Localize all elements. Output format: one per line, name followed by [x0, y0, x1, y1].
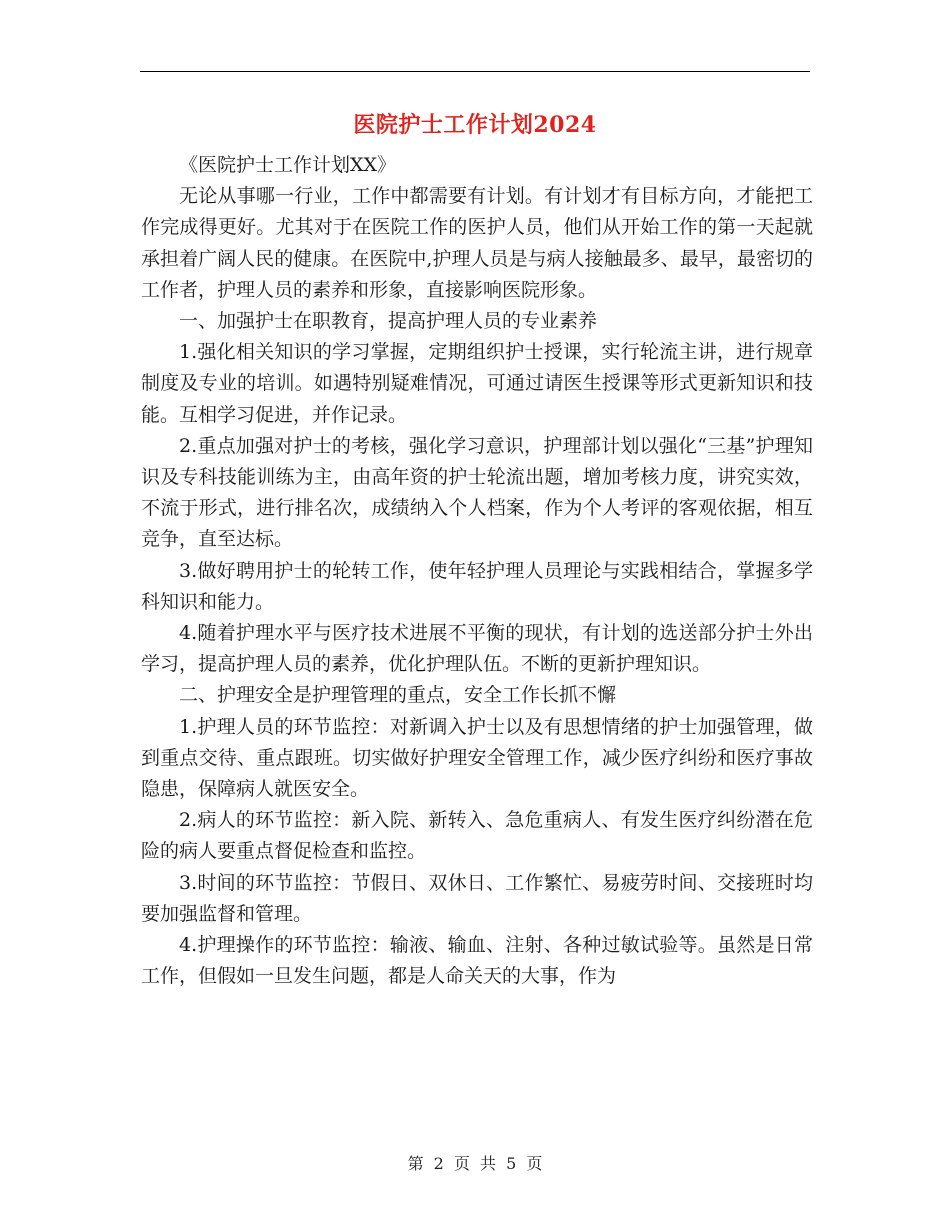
document-title: 医院护士工作计划2024 — [353, 112, 597, 138]
header-rule — [140, 71, 810, 72]
paragraph-intro: 无论从事哪一行业，工作中都需要有计划。有计划才有目标方向，才能把工作完成得更好。尤其对于在医院工作的医护人员，他们从开始工作的第一天起就承担着广阔人民的健康。在医院中,护理人员是与病人接触最多、最早，最密切的工作者，护理人员的素养和形象，直接影响医院形象。 — [141, 185, 813, 301]
document-body — [141, 150, 813, 992]
paragraph-2-1: 1.护理人员的环节监控：对新调入护士以及有思想情绪的护士加强管理，做到重点交待、重点跟班。切实做好护理安全管理工作，减少医疗纠纷和医疗事故隐患，保障病人就医安全。 — [141, 715, 813, 801]
page-number: 第 2 页 共 5 页 — [407, 1154, 543, 1173]
paragraph-1-1: 1.强化相关知识的学习掌握，定期组织护士授课，实行轮流主讲，进行规章制度及专业的培训。如遇特别疑难情况，可通过请医生授课等形式更新知识和技能。互相学习促进，并作记录。 — [141, 341, 813, 426]
paragraph-2-4: 4.护理操作的环节监控：输液、输血、注射、各种过敏试验等。虽然是日常工作，但假如一旦发生问题，都是人命关天的大事，作为 — [141, 934, 813, 988]
section-heading-1: 一、加强护士在职教育，提高护理人员的专业素养 — [179, 310, 598, 333]
paragraph-1-2: 2.重点加强对护士的考核，强化学习意识，护理部计划以强化“三基”护理知识及专科技能训练为主，由高年资的护士轮流出题，增加考核力度，讲究实效，不流于形式，进行排名次，成绩纳入个人档案，作为个人考评的客观依据，相互竞争，直至达标。 — [141, 434, 813, 551]
paragraph-book-title: 《医院护士工作计划XX》 — [179, 154, 397, 176]
paragraph-2-2: 2.病人的环节监控：新入院、新转入、急危重病人、有发生医疗纠纷潜在危险的病人要重点督促检查和监控。 — [141, 809, 813, 863]
paragraph-1-3: 3.做好聘用护士的轮转工作，使年轻护理人员理论与实践相结合，掌握多学科知识和能力。 — [141, 559, 813, 613]
paragraph-1-4: 4.随着护理水平与医疗技术进展不平衡的现状，有计划的选送部分护士外出学习，提高护理人员的素养，优化护理队伍。不断的更新护理知识。 — [141, 622, 813, 676]
section-heading-2: 二、护理安全是护理管理的重点，安全工作长抓不懈 — [179, 684, 617, 707]
paragraph-2-3: 3.时间的环节监控：节假日、双休日、工作繁忙、易疲劳时间、交接班时均要加强监督和管理。 — [141, 871, 813, 925]
